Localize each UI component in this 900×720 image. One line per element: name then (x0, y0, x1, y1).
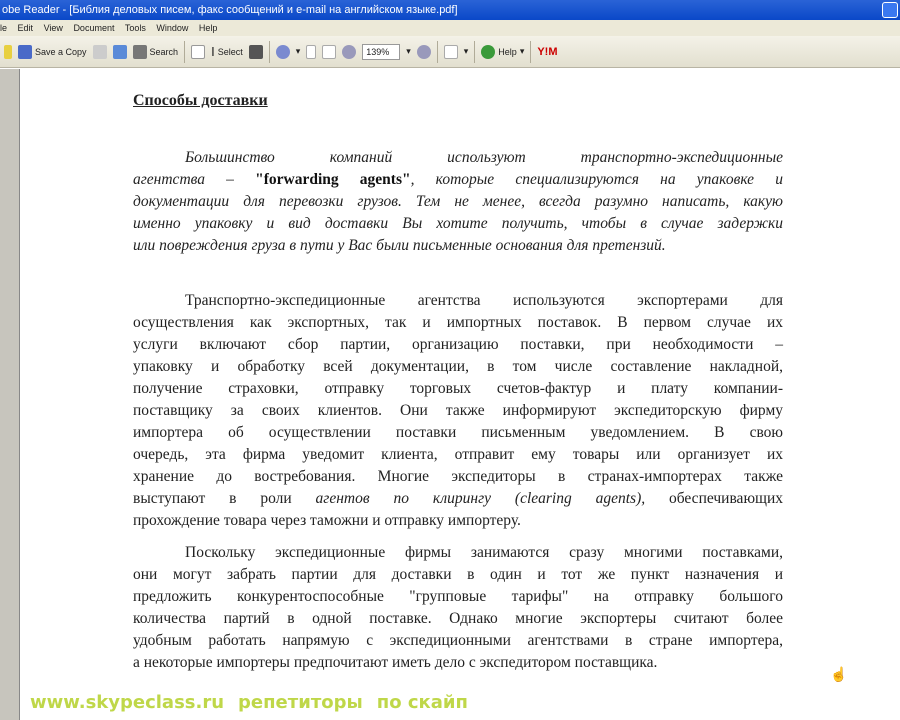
text-segment: количества партий в одной поставке. Однако многие экспортеры считают более (133, 610, 783, 627)
paragraph (133, 147, 783, 257)
text-line (133, 586, 783, 608)
document-content (133, 92, 783, 671)
text-segment: Транспортно-экспедиционные агентства используются экспортерами для (185, 292, 783, 309)
menu-tools[interactable]: Tools (124, 23, 146, 33)
text-segment: хранение до востребования. Многие экспедиторы в странах-импортерах также (133, 468, 783, 485)
divider (184, 41, 185, 63)
divider (474, 41, 475, 63)
menu-help[interactable]: Help (198, 23, 218, 33)
text-line (133, 444, 783, 466)
close-button[interactable] (882, 2, 898, 18)
text-segment: осуществления как экспортных, так и импортных поставок. В первом случае их (133, 314, 783, 331)
text-segment: получение страховки, отправку торговых счетов-фактур и плату компании- (133, 380, 783, 397)
text-segment: они могут забрать партии для доставки в один и тот же пункт назначения и (133, 566, 783, 583)
save-copy-label: Save a Copy (35, 46, 87, 57)
title-bar (0, 0, 900, 20)
rotate-icon[interactable] (444, 45, 458, 59)
text-segment: документации для перевозки грузов. Тем не менее, всегда разумно написать, какую (133, 193, 783, 210)
actual-size-icon[interactable] (306, 45, 316, 59)
divider (530, 41, 531, 63)
zoom-input[interactable]: 139% (362, 44, 400, 60)
text-segment: выступают в роли (133, 490, 316, 507)
snapshot-icon[interactable] (249, 45, 263, 59)
text-line (133, 312, 783, 334)
text-line (133, 510, 783, 532)
text-segment: Большинство компаний используют транспортно-экспедиционные (185, 149, 783, 166)
text-line (133, 191, 783, 213)
toolbar (0, 36, 900, 68)
section-heading: Способы доставки (133, 92, 268, 109)
search-button[interactable] (133, 45, 179, 59)
zoom-in-icon[interactable] (417, 45, 431, 59)
text-line (133, 169, 783, 191)
navigation-pane[interactable] (0, 69, 20, 720)
text-line (133, 488, 783, 510)
text-line (133, 542, 783, 564)
text-segment: Поскольку экспедиционные фирмы занимаются сразу многими поставками, (185, 544, 783, 561)
email-icon[interactable] (93, 45, 107, 59)
text-segment: удобным работать напрямую с экспедиционными агентствами в стране импортера, (133, 632, 783, 649)
divider (269, 41, 270, 63)
chevron-down-icon[interactable]: ▾ (406, 46, 411, 56)
text-line (133, 147, 783, 169)
menu-bar (0, 20, 900, 36)
open-icon[interactable] (4, 45, 12, 59)
text-line (133, 400, 783, 422)
text-line (133, 422, 783, 444)
binoculars-icon (133, 45, 147, 59)
select-button[interactable] (211, 44, 243, 59)
fit-width-icon[interactable] (322, 45, 336, 59)
watermark-line: по скайп (376, 692, 468, 713)
help-icon (481, 45, 495, 59)
chevron-down-icon[interactable]: ▾ (295, 46, 301, 56)
text-line (133, 630, 783, 652)
watermark-line: репетиторы (238, 692, 363, 713)
print-icon[interactable] (113, 45, 127, 59)
help-button[interactable] (481, 45, 524, 59)
text-line (133, 334, 783, 356)
text-line (133, 564, 783, 586)
text-segment: именно упаковку и вид доставки Вы хотите получить, чтобы в случае задержки (133, 215, 783, 232)
hand-tool-icon[interactable] (191, 45, 205, 59)
save-icon (18, 45, 32, 59)
text-cursor-icon: I (211, 44, 215, 59)
text-line (133, 235, 783, 257)
text-line (133, 608, 783, 630)
menu-document[interactable]: Document (73, 23, 115, 33)
text-line (133, 378, 783, 400)
search-label: Search (149, 46, 179, 57)
paragraph (133, 542, 783, 674)
text-segment: или повреждения груза в пути у Вас были письменные основания для претензий. (133, 237, 666, 254)
divider (437, 41, 438, 63)
text-segment: поставщику за своих клиентов. Они также информируют экспедиторскую фирму (133, 402, 783, 419)
text-line (133, 466, 783, 488)
zoom-tool-icon[interactable] (276, 45, 290, 59)
window-title: obe Reader - [Библия деловых писем, факс сообщений и e-mail на английском языке.pdf] (2, 4, 458, 16)
text-segment: предложить конкурентоспособные "групповые тарифы" на отправку большого (133, 588, 783, 605)
text-segment: импортера об осуществлении поставки письменным уведомлением. В свою (133, 424, 783, 441)
text-line (133, 356, 783, 378)
text-line (133, 213, 783, 235)
menu-file[interactable]: le (0, 23, 8, 33)
yahoo-messenger-button[interactable]: Y!M (537, 45, 558, 58)
menu-view[interactable]: View (43, 23, 63, 33)
text-segment: прохождение товара через таможни и отправку импортеру. (133, 512, 521, 529)
text-segment: очередь, эта фирма уведомит клиента, отправит ему товары или организует их (133, 446, 783, 463)
save-copy-button[interactable] (18, 45, 87, 59)
hand-cursor-icon: ☝ (830, 666, 848, 682)
paragraph (133, 290, 783, 532)
text-segment: упаковку и обработку всей документации, в том числе составление накладной, (133, 358, 783, 375)
zoom-out-icon[interactable] (342, 45, 356, 59)
text-segment: услуги включают сбор партии, организацию поставки, при необходимости – (133, 336, 783, 353)
text-segment: , которые специализируются на упаковке и (410, 171, 783, 188)
text-segment: а некоторые импортеры предпочитают иметь дело с экспедитором поставщика. (133, 654, 658, 671)
help-label: Help (498, 46, 517, 57)
bold-term: "forwarding agents" (255, 171, 411, 188)
text-segment: агентства – (133, 171, 256, 188)
text-segment: агентов по клирингу (clearing agents), (315, 490, 646, 507)
watermark (30, 692, 468, 716)
chevron-down-icon[interactable]: ▾ (463, 46, 469, 56)
menu-edit[interactable]: Edit (17, 23, 34, 33)
text-segment: обеспечивающих (645, 490, 783, 507)
text-line (133, 652, 783, 674)
select-label: Select (217, 46, 243, 57)
watermark-url: www.skypeclass.ru (30, 692, 225, 713)
chevron-down-icon: ▾ (519, 46, 525, 56)
text-line (133, 290, 783, 312)
menu-window[interactable]: Window (156, 23, 189, 33)
